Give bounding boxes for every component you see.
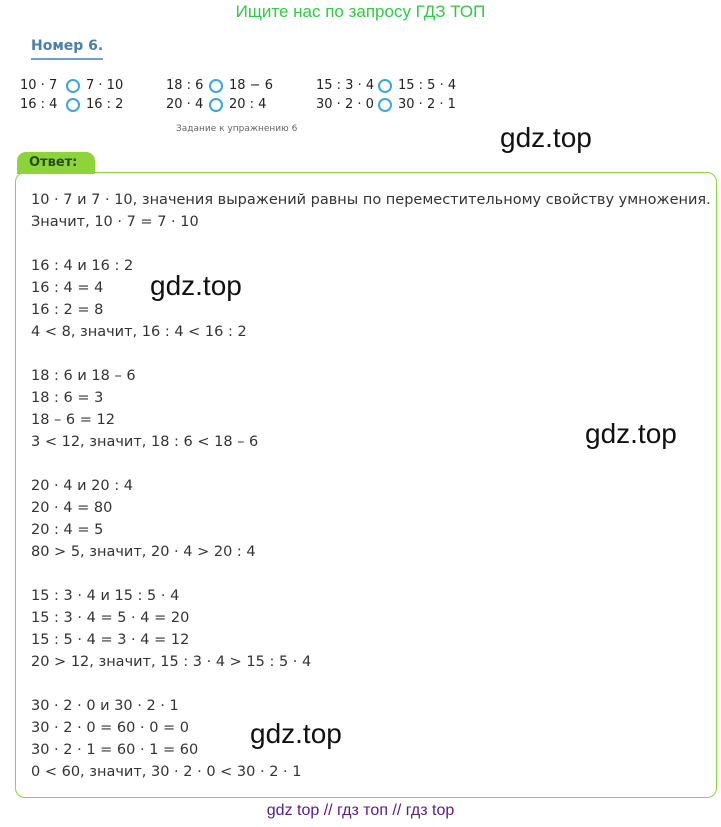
blank-line bbox=[31, 673, 711, 695]
answer-tab: Ответ: bbox=[17, 152, 95, 174]
answer-line: 30 · 2 · 0 = 60 · 0 = 0 bbox=[31, 720, 190, 736]
answer-line: 20 > 12, значит, 15 : 3 · 4 > 15 : 5 · 4 bbox=[31, 654, 312, 670]
expression-right: 7 · 10 bbox=[86, 78, 124, 93]
expression-right: 16 : 2 bbox=[86, 97, 124, 112]
comparison-circle bbox=[66, 98, 80, 112]
comparison-circle bbox=[209, 98, 223, 112]
watermark: gdz.top bbox=[500, 122, 592, 153]
answer-line: 18 : 6 и 18 – 6 bbox=[31, 368, 136, 384]
answer-line: 20 : 4 = 5 bbox=[31, 522, 104, 538]
exercise-row bbox=[316, 76, 456, 95]
exercise-group-1 bbox=[20, 76, 123, 114]
answer-line: 16 : 4 и 16 : 2 bbox=[31, 258, 134, 274]
expression-left: 15 : 3 · 4 bbox=[316, 78, 375, 93]
answer-line: 10 · 7 и 7 · 10, значения выражений равны по переместительному свойству умножения. bbox=[31, 192, 711, 208]
expression-left: 30 · 2 · 0 bbox=[316, 97, 374, 112]
answer-body bbox=[31, 189, 711, 783]
answer-line: 18 – 6 = 12 bbox=[31, 412, 115, 428]
answer-line: 20 · 4 и 20 : 4 bbox=[31, 478, 133, 494]
expression-right: 18 − 6 bbox=[229, 78, 273, 93]
answer-line: 20 · 4 = 80 bbox=[31, 500, 113, 516]
exercise-row bbox=[20, 76, 123, 95]
task-number: Номер 6. bbox=[31, 38, 103, 60]
comparison-circle bbox=[209, 79, 223, 93]
expression-right: 15 : 5 · 4 bbox=[398, 78, 457, 93]
answer-line: 3 < 12, значит, 18 : 6 < 18 – 6 bbox=[31, 434, 259, 450]
answer-line: 15 : 5 · 4 = 3 · 4 = 12 bbox=[31, 632, 190, 648]
exercise-row bbox=[166, 76, 273, 95]
exercise-row bbox=[20, 95, 123, 114]
blank-line bbox=[31, 453, 711, 475]
expression-left: 20 · 4 bbox=[166, 97, 204, 112]
answer-line: 15 : 3 · 4 = 5 · 4 = 20 bbox=[31, 610, 190, 626]
answer-line: 4 < 8, значит, 16 : 4 < 16 : 2 bbox=[31, 324, 247, 340]
answer-line: Значит, 10 · 7 = 7 · 10 bbox=[31, 214, 199, 230]
expression-left: 16 : 4 bbox=[20, 97, 58, 112]
watermark: gdz.top bbox=[250, 718, 342, 749]
exercise-row bbox=[166, 95, 273, 114]
answer-line: 16 : 4 = 4 bbox=[31, 280, 104, 296]
comparison-circle bbox=[66, 79, 80, 93]
watermark: gdz.top bbox=[585, 418, 677, 449]
answer-line: 80 > 5, значит, 20 · 4 > 20 : 4 bbox=[31, 544, 256, 560]
watermark: gdz.top bbox=[150, 270, 242, 301]
exercise-caption: Задание к упражнению 6 bbox=[176, 124, 298, 134]
blank-line bbox=[31, 563, 711, 585]
exercise-group-2 bbox=[166, 76, 273, 114]
answer-line: 16 : 2 = 8 bbox=[31, 302, 104, 318]
expression-left: 18 : 6 bbox=[166, 78, 204, 93]
answer-line: 0 < 60, значит, 30 · 2 · 0 < 30 · 2 · 1 bbox=[31, 764, 302, 780]
blank-line bbox=[31, 343, 711, 365]
footer-links: gdz top // гдз топ // гдз top bbox=[266, 802, 455, 819]
exercise-row bbox=[316, 95, 456, 114]
expression-left: 10 · 7 bbox=[20, 78, 58, 93]
comparison-circle bbox=[378, 79, 392, 93]
blank-line bbox=[31, 233, 711, 255]
answer-line: 30 · 2 · 1 = 60 · 1 = 60 bbox=[31, 742, 199, 758]
answer-line: 30 · 2 · 0 и 30 · 2 · 1 bbox=[31, 698, 179, 714]
answer-line: 18 : 6 = 3 bbox=[31, 390, 104, 406]
top-banner: Ищите нас по запросу ГДЗ ТОП bbox=[235, 2, 486, 21]
expression-right: 20 : 4 bbox=[229, 97, 267, 112]
exercise-group-3 bbox=[316, 76, 456, 114]
answer-line: 15 : 3 · 4 и 15 : 5 · 4 bbox=[31, 588, 180, 604]
comparison-circle bbox=[378, 98, 392, 112]
expression-right: 30 · 2 · 1 bbox=[398, 97, 456, 112]
